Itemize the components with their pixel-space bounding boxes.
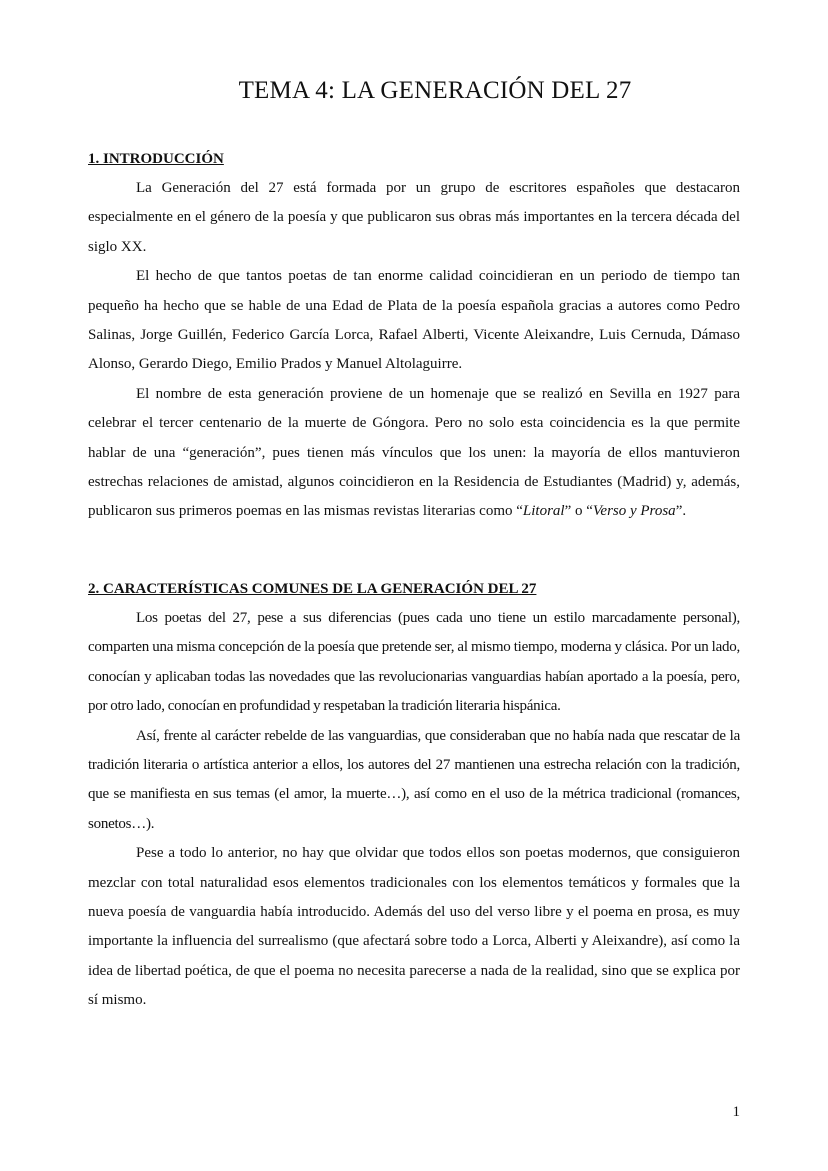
paragraph: Pese a todo lo anterior, no hay que olvidar que todos ellos son poetas modernos, que consiguieron mezclar con total naturalidad esos elementos tradicionales con los elementos temáticos y formales que la nueva poesía de vanguardia había introducido. Además del uso del verso libre y el poema en prosa, es muy importante la influencia del surrealismo (que afectará sobre todo a Lorca, Alberti y Aleixandre), así como la idea de libertad poética, de que el poema no necesita parecerse a nada de la realidad, sino que se explica por sí mismo.	[88, 845, 740, 1009]
paragraph-text: El nombre de esta generación proviene de un homenaje que se realizó en Sevilla en 1927 para celebrar el tercer centenario de la muerte de Góngora. Pero no solo esta coincidencia es la que permite hablar de una “generación”, pues tienen más vínculos que los unen: la mayoría de ellos mantuvieron estrechas relaciones de amistad, algunos coincidieron en la Residencia de Estudiantes (Madrid) y, además, publicaron sus primeros poemas en las mismas revistas literarias como “	[88, 385, 740, 520]
paragraph: El hecho de que tantos poetas de tan enorme calidad coincidieran en un periodo de tiempo tan pequeño ha hecho que se hable de una Edad de Plata de la poesía española gracias a autores como Pedro Salinas, Jorge Guillén, Federico García Lorca, Rafael Alberti, Vicente Aleixandre, Luis Cernuda, Dámaso Alonso, Gerardo Diego, Emilio Prados y Manuel Altolaguirre.	[88, 268, 740, 373]
paragraph: Así, frente al carácter rebelde de las vanguardias, que consideraban que no había nada que rescatar de la tradición literaria o artística anterior a ellos, los autores del 27 mantienen una estrecha relación con la tradición, que se manifiesta en sus temas (el amor, la muerte…), así como en el uso de la métrica tradicional (romances, sonetos…).	[88, 727, 740, 832]
page-title: TEMA 4: LA GENERACIÓN DEL 27	[238, 77, 632, 104]
journal-title-litoral: Litoral	[522, 503, 565, 520]
section-heading: 2. CARACTERÍSTICAS COMUNES DE LA GENERACIÓN DEL 27	[88, 581, 537, 597]
section-introduccion	[88, 145, 740, 527]
journal-title-verso-y-prosa: Verso y Prosa	[592, 503, 676, 520]
paragraph: Los poetas del 27, pese a sus diferencias (pues cada uno tiene un estilo marcadamente personal), comparten una misma concepción de la poesía que pretende ser, al mismo tiempo, moderna y clásica. Por un lado, conocían y aplicaban todas las novedades que las revolucionarias vanguardias habían aportado a la poesía, pero, por otro lado, conocían en profundidad y respetaban la tradición literaria hispánica.	[88, 610, 740, 715]
paragraph: La Generación del 27 está formada por un grupo de escritores españoles que destacaron especialmente en el género de la poesía y que publicaron sus obras más importantes en la tercera década del siglo XX.	[88, 180, 740, 255]
paragraph-text: ”.	[675, 503, 687, 520]
section-caracteristicas	[88, 575, 740, 1016]
page-number: 1	[732, 1104, 740, 1120]
section-heading: 1. INTRODUCCIÓN	[88, 151, 224, 167]
paragraph-text: ” o “	[564, 503, 593, 520]
paragraph	[88, 380, 740, 527]
